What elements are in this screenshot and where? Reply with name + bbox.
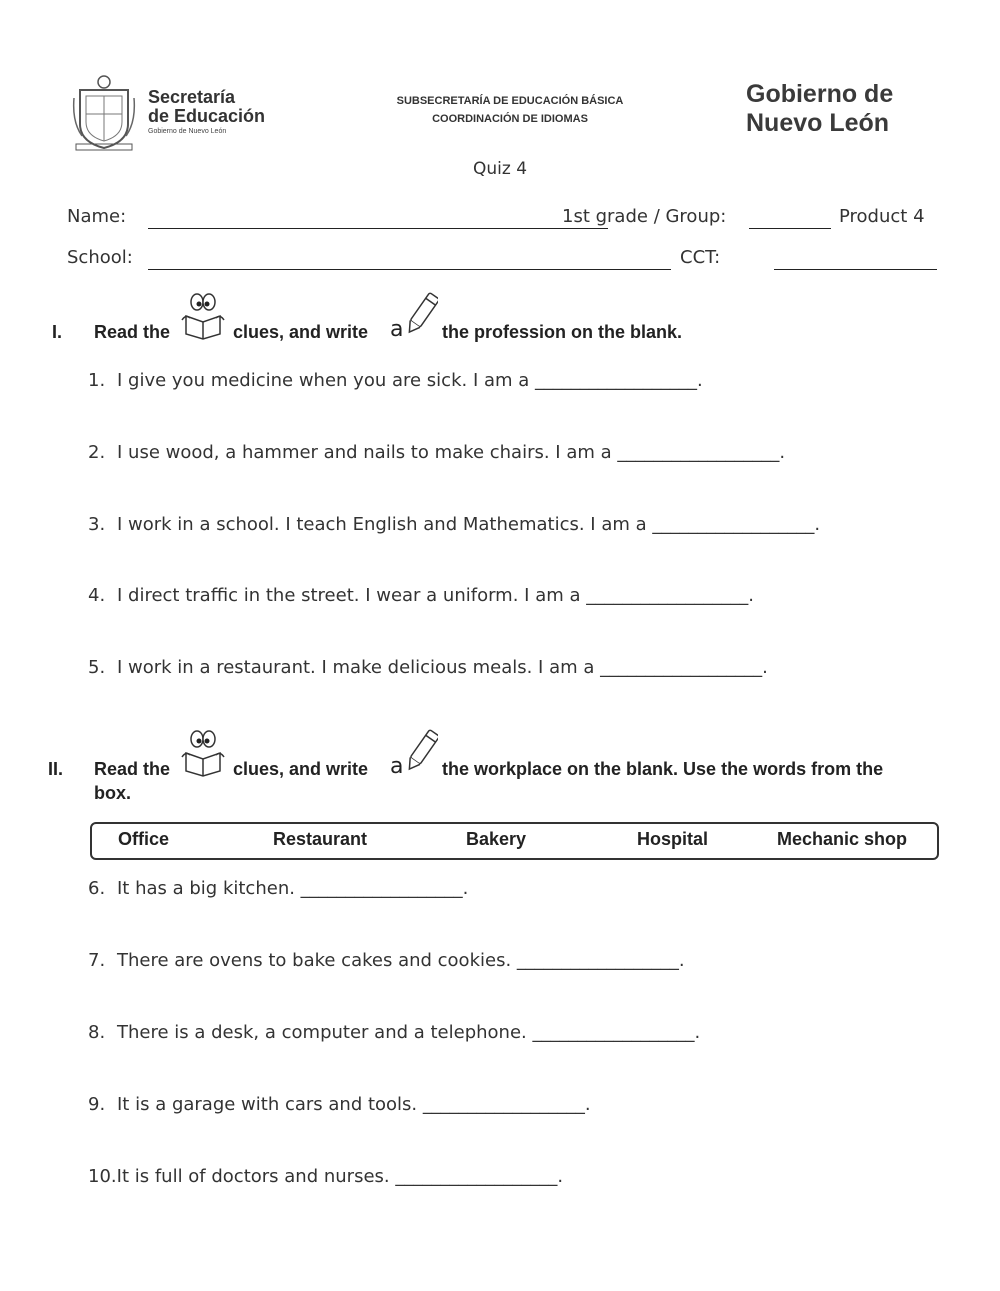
section2-instruction-cont: box. [94,783,132,803]
word-mechanic-shop: Mechanic shop [777,829,908,849]
secretaria-line2: de Educación [148,106,266,126]
question-9 [88,1094,591,1115]
question-text: I direct traffic in the street. I wear a uniform. I am a __________________. [117,585,754,606]
cct-label: CCT: [680,247,721,268]
section2-numeral: II. [48,759,64,779]
question-number: 5. [88,657,106,678]
word-office: Office [118,829,170,849]
secretaria-title [148,88,265,126]
secretaria-line1: Secretaría [148,87,236,107]
name-field[interactable] [148,228,608,229]
word-hospital: Hospital [637,829,709,849]
product-label: Product 4 [839,206,925,227]
gobierno-line2: Nuevo León [746,109,890,137]
question-text: It is full of doctors and nurses. __________________. [116,1166,564,1187]
section2-read-the: Read the [94,759,171,779]
question-text: I work in a school. I teach English and Mathematics. I am a __________________. [117,514,821,535]
section2-instruction: the workplace on the blank. Use the words from the [442,759,884,779]
school-label: School: [67,247,133,268]
question-number: 9. [88,1094,106,1115]
cct-field[interactable] [774,269,937,270]
question-2 [88,442,785,463]
question-text: It is a garage with cars and tools. __________________. [117,1094,591,1115]
word-restaurant: Restaurant [273,829,368,849]
reading-face-icon [180,727,226,777]
question-4 [88,585,754,606]
question-1 [88,370,703,391]
name-label: Name: [67,206,127,227]
subsecretaria-heading [360,92,660,128]
question-number: 8. [88,1022,106,1043]
question-7 [88,950,685,971]
question-text: There are ovens to bake cakes and cookies. __________________. [117,950,685,971]
word-bakery: Bakery [466,829,527,849]
question-number: 7. [88,950,106,971]
question-8 [88,1022,700,1043]
question-number: 1. [88,370,106,391]
question-text: It has a big kitchen. __________________. [117,878,469,899]
question-text: I use wood, a hammer and nails to make chairs. I am a __________________. [117,442,786,463]
group-field[interactable] [749,228,831,229]
section1-instruction: the profession on the blank. [442,322,683,342]
svg-text:a: a [390,754,404,779]
question-number: 3. [88,514,106,535]
question-10 [88,1166,563,1187]
gobierno-line1: Gobierno de [746,80,894,108]
quiz-title: Quiz 4 [472,159,528,179]
gobierno-logo-text [746,80,893,138]
grade-group-label: 1st grade / Group: [562,206,727,227]
question-number: 10. [88,1166,117,1187]
question-6 [88,878,468,899]
question-number: 6. [88,878,106,899]
svg-text:a: a [390,317,404,342]
question-text: I work in a restaurant. I make delicious meals. I am a __________________. [117,657,768,678]
section2-clues-write: clues, and write [233,759,369,779]
reading-face-icon [180,290,226,340]
question-text: I give you medicine when you are sick. I am a __________________. [117,370,703,391]
secretaria-subtitle: Gobierno de Nuevo León [148,128,227,135]
question-number: 2. [88,442,106,463]
section1-clues-write: clues, and write [233,322,369,342]
state-crest-logo [72,72,136,152]
section1-read-the: Read the [94,322,171,342]
question-3 [88,514,820,535]
subsecretaria-line: SUBSECRETARÍA DE EDUCACIÓN BÁSICA [396,95,624,107]
question-text: There is a desk, a computer and a telephone. __________________. [117,1022,701,1043]
pencil-writing-icon [388,727,438,779]
coordinacion-line: COORDINACIÓN DE IDIOMAS [432,113,588,125]
pencil-writing-icon [388,290,438,342]
section1-numeral: I. [52,322,63,342]
question-number: 4. [88,585,106,606]
school-field[interactable] [148,269,671,270]
question-5 [88,657,768,678]
